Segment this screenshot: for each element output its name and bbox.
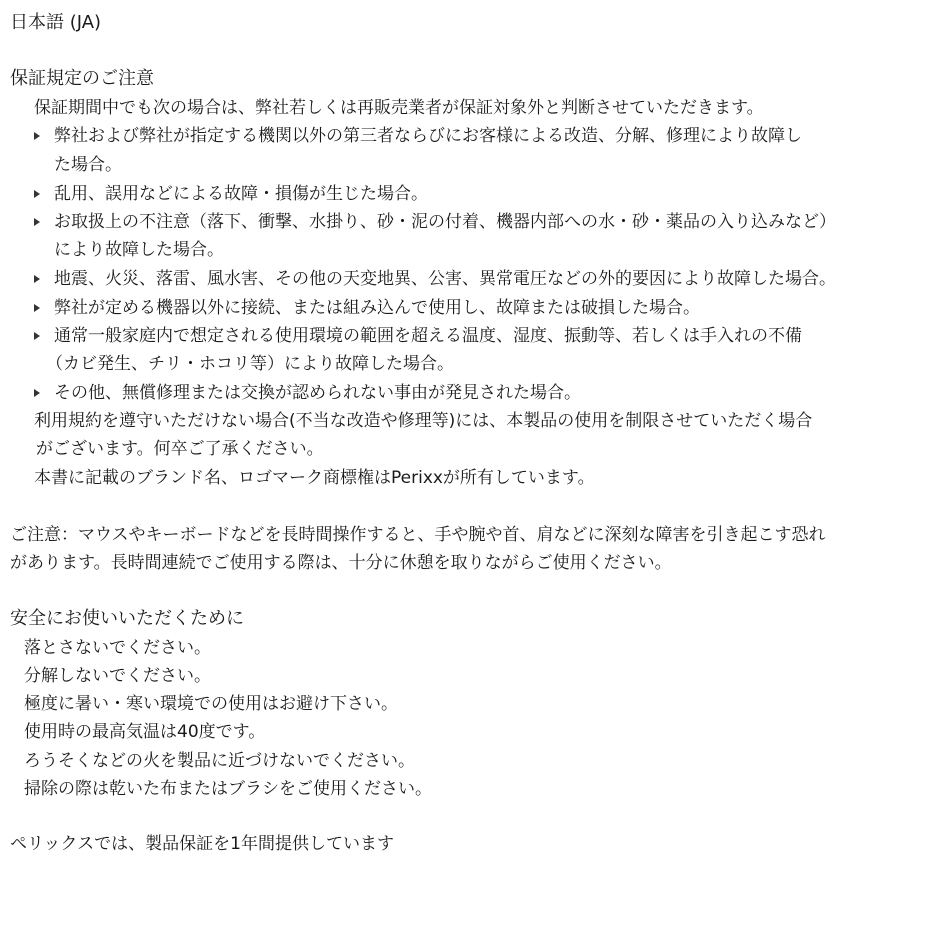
terms-notice: がございます。何卒ご了承ください。 (36, 439, 324, 459)
caution-text: があります。長時間連続でご使用する際は、十分に休憩を取りながらご使用ください。 (10, 553, 672, 573)
bullet-icon (34, 190, 40, 198)
warranty-item-line: た場合。 (54, 155, 122, 175)
warranty-heading: 保証規定のご注意 (10, 68, 154, 89)
warranty-period: ペリックスでは、製品保証を1年間提供しています (10, 834, 394, 854)
safety-item: 分解しないでください。 (24, 666, 211, 686)
warranty-intro: 保証期間中でも次の場合は、弊社若しくは再販売業者が保証対象外と判断させていただきます。 (34, 98, 764, 118)
trademark-notice: 本書に記載のブランド名、ロゴマーク商標権はPerixxが所有しています。 (34, 468, 595, 488)
terms-notice: 利用規約を遵守いただけない場合(不当な改造や修理等)には、本製品の使用を制限させていただく場合 (34, 411, 813, 431)
bullet-icon (34, 132, 40, 140)
bullet-icon (34, 218, 40, 226)
warranty-item-line: お取扱上の不注意（落下、衝撃、水掛り、砂・泥の付着、機器内部への水・砂・薬品の入り込みなど） (54, 212, 836, 232)
language-label: 日本語 (JA) (10, 12, 102, 33)
safety-item: 掃除の際は乾いた布またはブラシをご使用ください。 (24, 779, 432, 799)
safety-item: ろうそくなどの火を製品に近づけないでください。 (24, 751, 415, 771)
bullet-icon (34, 389, 40, 397)
warranty-item-line: その他、無償修理または交換が認められない事由が発見された場合。 (54, 383, 581, 403)
warranty-item-line: により故障した場合。 (54, 240, 224, 260)
warranty-item-line: 弊社が定める機器以外に接続、または組み込んで使用し、故障または破損した場合。 (54, 298, 700, 318)
safety-item: 極度に暑い・寒い環境での使用はお避け下さい。 (24, 694, 398, 714)
bullet-icon (34, 304, 40, 312)
warranty-item-line: 通常一般家庭内で想定される使用環境の範囲を超える温度、湿度、振動等、若しくは手入れの不備 (54, 326, 802, 346)
safety-heading: 安全にお使いいただくために (10, 608, 244, 629)
safety-item: 使用時の最高気温は40度です。 (24, 722, 266, 742)
warranty-item-line: （カビ発生、チリ・ホコリ等）により故障した場合。 (46, 354, 454, 374)
caution-text: ご注意：マウスやキーボードなどを長時間操作すると、手や腕や首、肩などに深刻な障害を引き起こす恐れ (10, 525, 826, 545)
warranty-item-line: 地震、火災、落雷、風水害、その他の天変地異、公害、異常電圧などの外的要因により故障した場合。 (54, 269, 836, 289)
safety-item: 落とさないでください。 (24, 638, 211, 658)
warranty-item-line: 乱用、誤用などによる故障・損傷が生じた場合。 (54, 184, 428, 204)
warranty-item-line: 弊社および弊社が指定する機関以外の第三者ならびにお客様による改造、分解、修理により故障し (54, 126, 802, 146)
bullet-icon (34, 275, 40, 283)
bullet-icon (34, 332, 40, 340)
